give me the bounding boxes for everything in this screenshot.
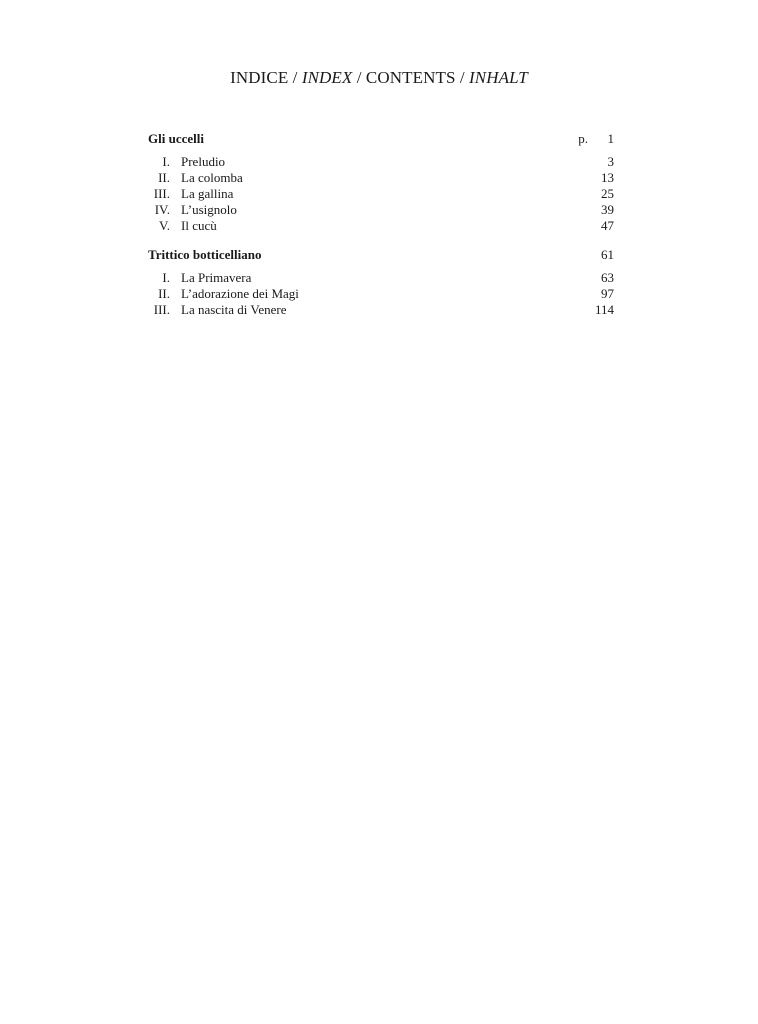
work-page-number: 61 (601, 247, 614, 262)
work-gli-uccelli (148, 131, 616, 234)
movement-number: III. (153, 186, 170, 201)
movement-item (148, 218, 616, 234)
movement-title: L’adorazione dei Magi (181, 286, 299, 301)
movement-title: L’usignolo (181, 202, 237, 217)
work-page-number: 1 (607, 131, 614, 146)
movement-title: La gallina (181, 186, 234, 201)
movement-item (148, 202, 616, 218)
movement-number: I. (162, 154, 170, 169)
movement-number: V. (159, 218, 170, 233)
movement-page-number: 25 (601, 186, 614, 201)
movement-list (148, 270, 616, 318)
movement-number: II. (158, 286, 170, 301)
movement-number: III. (153, 302, 170, 317)
work-title: Gli uccelli (148, 131, 204, 146)
movement-page-number: 114 (594, 302, 614, 317)
movement-item (148, 170, 616, 186)
page-prefix: p. (578, 131, 588, 146)
movement-page-number: 47 (601, 218, 614, 233)
movement-item (148, 154, 616, 170)
movement-title: Preludio (181, 154, 226, 169)
movement-page-number: 3 (607, 154, 614, 169)
title-contents: / CONTENTS / (352, 68, 470, 87)
movement-item (148, 270, 616, 286)
movement-page-number: 13 (601, 170, 614, 185)
movement-item (148, 286, 616, 302)
title-index: INDEX (301, 68, 353, 87)
work-title: Trittico botticelliano (148, 247, 262, 262)
page-title (0, 68, 758, 88)
movement-title: Il cucù (181, 218, 217, 233)
movement-title: La nascita di Venere (181, 302, 287, 317)
movement-page-number: 97 (601, 286, 614, 301)
work-heading (148, 131, 616, 149)
movement-list (148, 154, 616, 234)
movement-page-number: 63 (601, 270, 614, 285)
movement-title: La colomba (181, 170, 243, 185)
movement-page-number: 39 (601, 202, 614, 217)
work-heading (148, 247, 616, 265)
movement-number: II. (158, 170, 170, 185)
movement-number: IV. (154, 202, 170, 217)
movement-item (148, 302, 616, 318)
movement-title: La Primavera (181, 270, 252, 285)
movement-item (148, 186, 616, 202)
title-indice: INDICE / (230, 68, 302, 87)
work-trittico-botticelliano (148, 247, 616, 318)
movement-number: I. (162, 270, 170, 285)
title-inhalt: INHALT (469, 68, 528, 87)
